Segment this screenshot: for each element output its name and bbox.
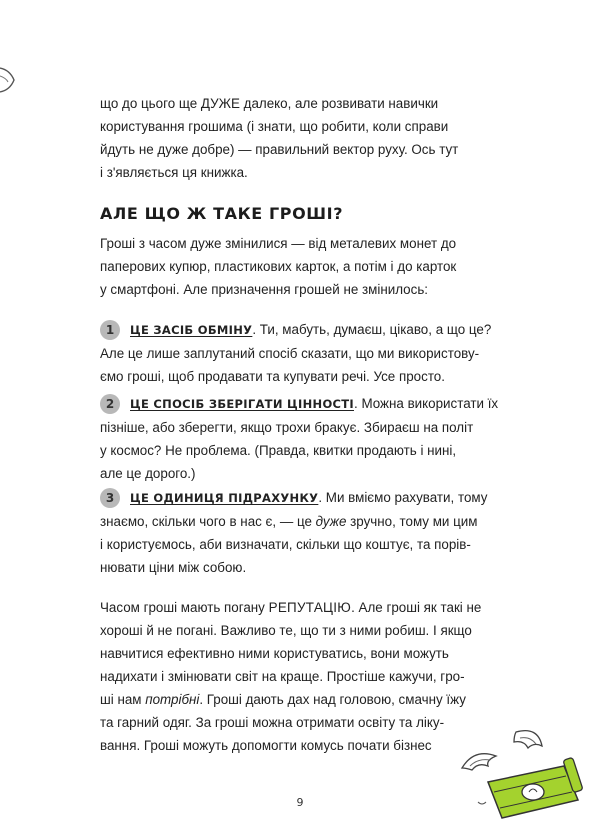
text-line: у смартфоні. Але призначення грошей не змінилось: [100,282,429,297]
page-number: 9 [296,796,304,809]
item-key-phrase: ЦЕ ОДИНИЦЯ ПІДРАХУНКУ [130,491,319,505]
caps-text: РЕПУТАЦІЮ [268,600,352,615]
text-line: пізніше, або зберегти, якщо трохи бракує. Збираєш на політ [100,420,474,435]
text-fragment: зручно, тому ми цим [346,514,478,529]
text-line: хороші й не погані. Важливо те, що ти з ними робиш. І якщо [100,623,472,638]
number-badge: 1 [100,320,120,340]
text-line: надихати і змінювати світ на краще. Простіше кажучи, гро- [100,669,465,684]
text-line: що до цього ще ДУЖЕ далеко, але розвивати навички [100,96,439,111]
text-line: нювати ціни між собою. [100,560,247,575]
number-badge: 3 [100,488,120,508]
text-fragment: ші нам [100,692,146,707]
text-line: і користуємось, аби визначати, скільки що коштує, та порів- [100,537,471,552]
text-fragment: Часом гроші мають погану [100,600,269,615]
text-line: навчитися ефективно ними користуватись, вони можуть [100,646,449,661]
text-line: Гроші з часом дуже змінилися — від металевих монет до [100,236,457,251]
item-first-line [100,318,520,342]
item-first-line [100,486,520,510]
text-line: у космос? Не проблема. (Правда, квитки продають і нині, [100,443,457,458]
text-line: паперових купюр, пластикових карток, а потім і до карток [100,259,457,274]
item-text: . Можна використати їх [354,396,499,411]
text-fragment: . Але гроші як такі не [351,600,482,615]
item-key-phrase: ЦЕ ЗАСІБ ОБМІНУ [130,323,253,337]
item-text: . Ми вміємо рахувати, тому [318,490,488,505]
text-fragment: . Гроші дають дах над головою, смачну їжу [199,692,466,707]
text-line: Але це лише заплутаний спосіб сказати, що ми використову- [100,346,480,361]
text-line: але це дорого.) [100,466,196,481]
text-line: та гарний одяг. За гроші можна отримати освіту та ліку- [100,715,445,730]
section-heading: АЛЕ ЩО Ж ТАКЕ ГРОШІ? [100,204,344,223]
doodle-decoration-icon [0,60,24,100]
text-line: йдуть не дуже добре) — правильний вектор руху. Ось тут [100,142,459,157]
winged-money-icon [452,722,592,832]
text-line [100,688,512,711]
text-line: вання. Гроші можуть допомогти комусь почати бізнес [100,738,432,753]
text-line [100,510,520,533]
list-item [100,318,520,388]
number-badge: 2 [100,394,120,414]
text-line: ємо гроші, щоб продавати та купувати речі. Усе просто. [100,369,445,384]
text-line: і з'являється ця книжка. [100,165,248,180]
text-fragment: знаємо, скільки чого в нас є, — це [100,514,316,529]
closing-paragraph [100,596,512,757]
list-item [100,392,520,485]
item-text: . Ти, мабуть, думаєш, цікаво, а що це? [252,322,492,337]
emphasis-text: дуже [315,514,347,529]
list-item [100,486,520,579]
text-line [100,596,512,619]
text-line: користування грошима (і знати, що робити, коли справи [100,119,449,134]
intro-paragraph [100,92,512,184]
emphasis-text: потрібні [145,692,200,707]
item-key-phrase: ЦЕ СПОСІБ ЗБЕРІГАТИ ЦІННОСТІ [130,397,354,411]
item-first-line [100,392,520,416]
lead-paragraph [100,232,512,301]
